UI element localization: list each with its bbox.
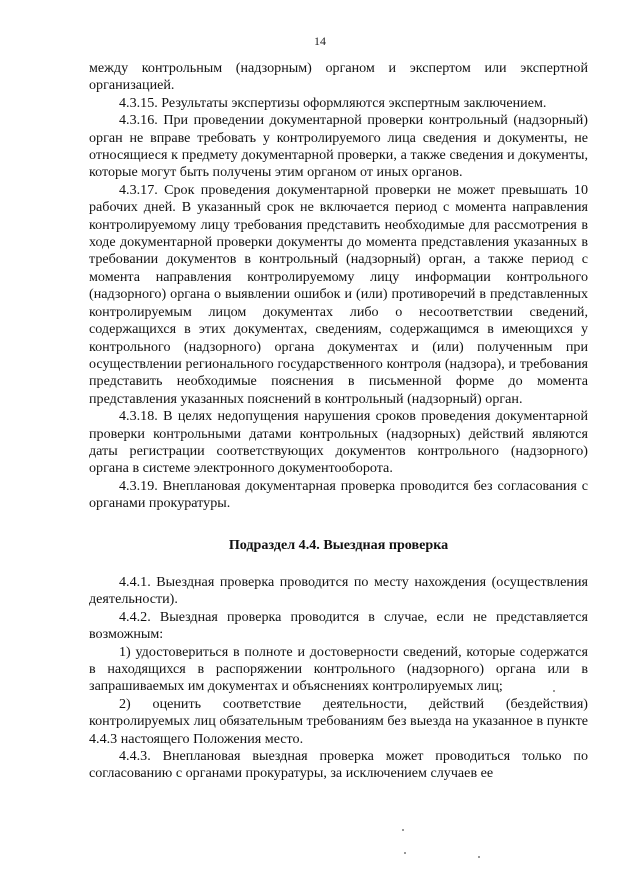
paragraph-4-3-18: 4.3.18. В целях недопущения нарушения сроков проведения документарной проверки контрольными датами контрольных (надзорных) действий являются даты регистрации соответствующих документов контрольного (надзорного) органа в системе электронного документооборота. — [89, 408, 588, 477]
scan-speck — [478, 856, 480, 858]
list-item-2: 2) оценить соответствие деятельности, действий (бездействия) контролируемых лиц обязательным требованиям без выезда на указанное в пункте 4.4.3 настоящего Положения место. — [89, 695, 588, 747]
scan-speck — [404, 852, 406, 854]
page-number: 14 — [314, 34, 326, 48]
paragraph-4-3-15: 4.3.15. Результаты экспертизы оформляются экспертным заключением. — [119, 94, 547, 111]
paragraph-continuation: между контрольным (надзорным) органом и экспертом или экспертной организацией. — [89, 60, 588, 94]
document-body — [89, 60, 588, 783]
scan-speck — [553, 690, 555, 692]
paragraph-4-4-3: 4.4.3. Внеплановая выездная проверка может проводиться только по согласованию с органами прокуратуры, за исключением случаев ее — [89, 748, 588, 782]
list-item-1: 1) удостовериться в полноте и достоверности сведений, которые содержатся в находящихся в распоряжении контрольного (надзорного) органа или в запрашиваемых им документах и объяснениях контролируемых лиц; — [89, 643, 588, 695]
paragraph-4-3-19: 4.3.19. Внеплановая документарная проверка проводится без согласования с органами прокуратуры. — [89, 477, 588, 512]
paragraph-4-4-2: 4.4.2. Выездная проверка проводится в случае, если не представляется возможным: — [89, 608, 588, 643]
section-title: Подраздел 4.4. Выездная проверка — [228, 536, 449, 553]
scan-speck — [402, 829, 404, 831]
paragraph-4-4-1: 4.4.1. Выездная проверка проводится по месту нахождения (осуществления деятельности). — [89, 573, 588, 608]
paragraph-4-3-16: 4.3.16. При проведении документарной проверки контрольный (надзорный) орган не вправе требовать у контролируемого лица сведения и документы, не относящиеся к предмету документарной проверки, а также сведения и документы, которые могут быть получены этим органом от иных органов. — [89, 112, 588, 181]
paragraph-4-3-17: 4.3.17. Срок проведения документарной проверки не может превышать 10 рабочих дней. В указанный срок не включается период с момента направления контролируемому лицу требования представить необходимые для рассмотрения в ходе документарной проверки документы до момента представления указанных в требовании документов в контрольный (надзорный) орган, а также период с момента направления контролируемому лицу информации контрольного (надзорного) органа о выявлении ошибок и (или) противоречий в представленных контролируемым лицом документах либо о несоответствии сведений, содержащихся в этих документах, сведениям, содержащимся в имеющихся у контрольного (надзорного) органа документах и (или) полученным при осуществлении регионального государственного контроля (надзора), и требования представить необходимые пояснения в письменной форме до момента представления указанных пояснений в контрольный (надзорный) орган. — [89, 181, 588, 407]
